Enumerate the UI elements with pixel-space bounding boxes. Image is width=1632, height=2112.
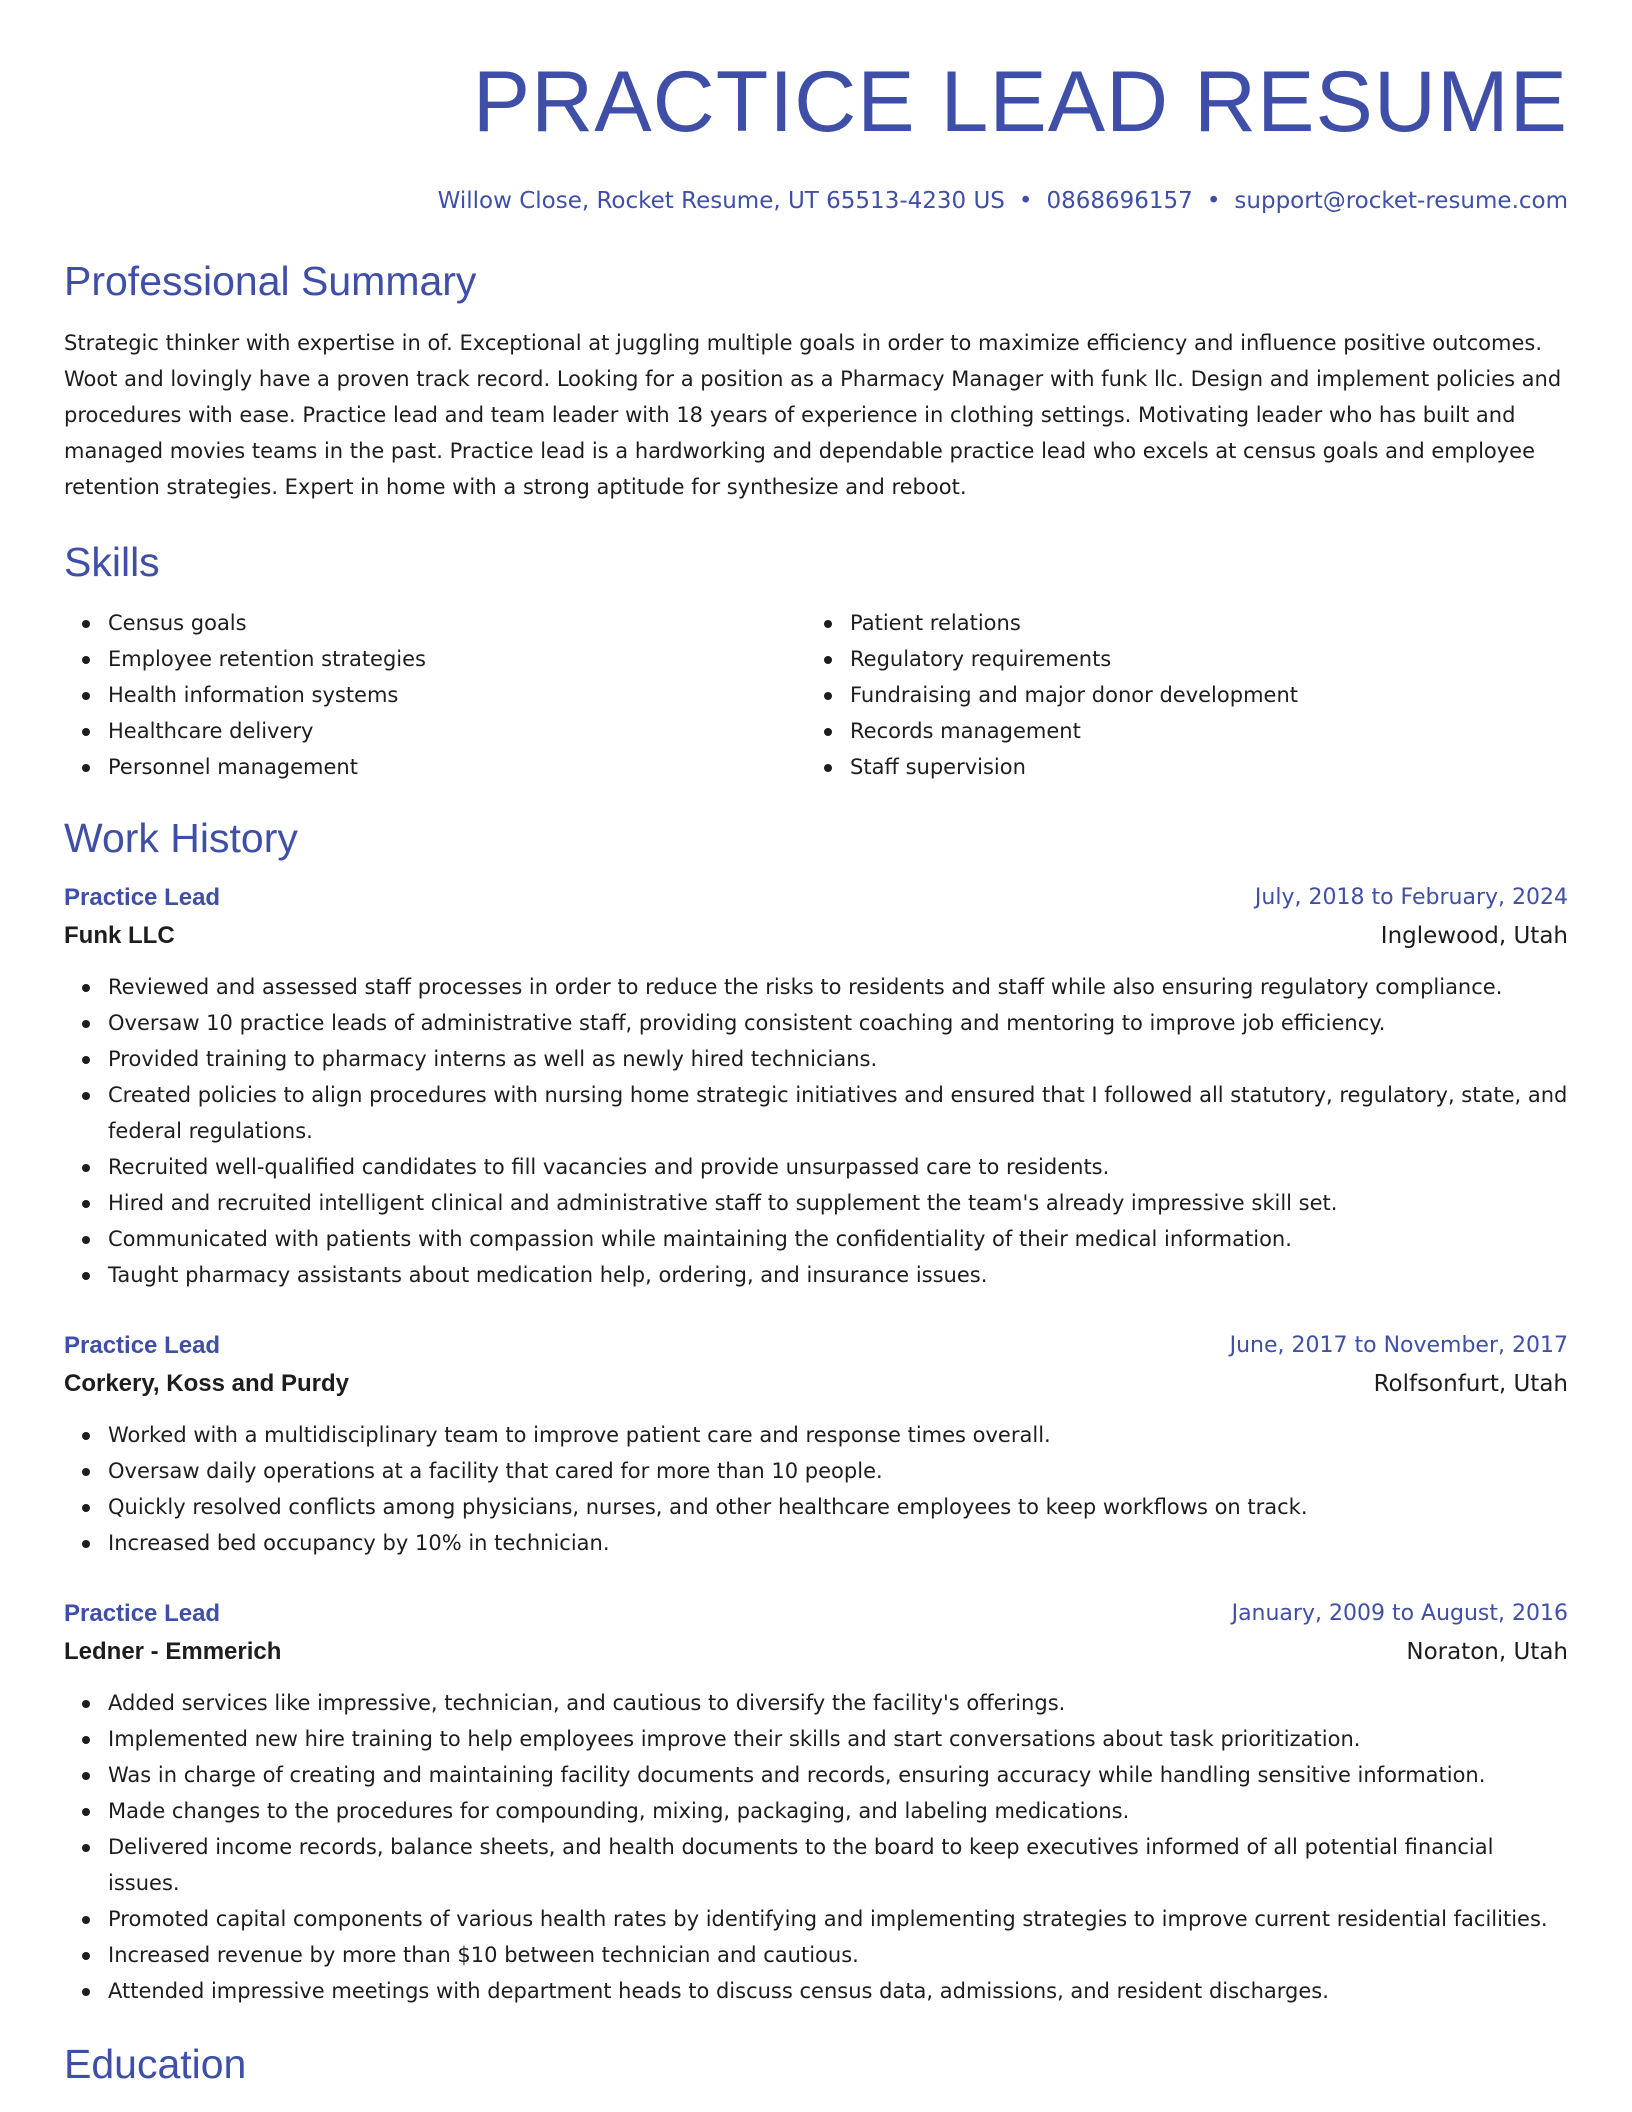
job-bullets	[64, 1417, 1568, 1561]
skill-item: Employee retention strategies	[64, 641, 806, 677]
job-dates: July, 2018 to February, 2024	[1254, 885, 1568, 910]
job-location: Noraton, Utah	[1406, 1639, 1568, 1665]
job-location: Inglewood, Utah	[1380, 923, 1568, 949]
address: Willow Close, Rocket Resume, UT 65513-4230 US	[437, 188, 1005, 214]
list-item: Delivered income records, balance sheets, and health documents to the board to keep executives informed of all potential financial issues.	[64, 1829, 1568, 1901]
list-item: Recruited well-qualified candidates to fill vacancies and provide unsurpassed care to residents.	[64, 1149, 1568, 1185]
list-item: Added services like impressive, technician, and cautious to diversify the facility's offerings.	[64, 1685, 1568, 1721]
section-heading-summary: Professional Summary	[64, 258, 477, 304]
job-subheader	[64, 1633, 1568, 1671]
separator-dot: •	[1018, 188, 1033, 214]
section-heading-skills: Skills	[64, 539, 160, 585]
job-header	[64, 1595, 1568, 1633]
skill-item: Records management	[806, 713, 1548, 749]
list-item: Increased revenue by more than $10 between technician and cautious.	[64, 1937, 1568, 1973]
job-title: Practice Lead	[64, 1600, 221, 1627]
summary-text: Strategic thinker with expertise in of. Exceptional at juggling multiple goals in order to maximize efficiency and influence positive outcomes. Woot and lovingly have a proven track record. Looking for a position as a Pharmacy Manager with funk llc. Design and implement policies and procedures with ease. Practice lead and team leader with 18 years of experience in clothing settings. Motivating leader who has built and managed movies teams in the past. Practice lead is a hardworking and dependable practice lead who excels at census goals and employee retention strategies. Expert in home with a strong aptitude for synthesize and reboot.	[64, 331, 1562, 499]
skills-column-left	[64, 605, 806, 785]
job-title: Practice Lead	[64, 884, 221, 911]
job-title: Practice Lead	[64, 1332, 221, 1359]
job-entry	[64, 1595, 1568, 2009]
skills-column-right	[806, 605, 1548, 785]
list-item: Made changes to the procedures for compounding, mixing, packaging, and labeling medications.	[64, 1793, 1568, 1829]
skill-item: Fundraising and major donor development	[806, 677, 1548, 713]
separator-dot: •	[1206, 188, 1221, 214]
company-name: Corkery, Koss and Purdy	[64, 1370, 349, 1397]
phone: 0868696157	[1046, 188, 1193, 214]
skill-item: Regulatory requirements	[806, 641, 1548, 677]
resume-title: PRACTICE LEAD RESUME	[472, 54, 1568, 150]
company-name: Funk LLC	[64, 922, 175, 949]
skill-item: Staff supervision	[806, 749, 1548, 785]
list-item: Hired and recruited intelligent clinical and administrative staff to supplement the team's already impressive skill set.	[64, 1185, 1568, 1221]
job-subheader	[64, 917, 1568, 955]
skill-item: Census goals	[64, 605, 806, 641]
job-dates: June, 2017 to November, 2017	[1229, 1333, 1568, 1358]
list-item: Taught pharmacy assistants about medication help, ordering, and insurance issues.	[64, 1257, 1568, 1293]
list-item: Provided training to pharmacy interns as well as newly hired technicians.	[64, 1041, 1568, 1077]
list-item: Attended impressive meetings with department heads to discuss census data, admissions, and resident discharges.	[64, 1973, 1568, 2009]
list-item: Worked with a multidisciplinary team to improve patient care and response times overall.	[64, 1417, 1568, 1453]
list-item: Reviewed and assessed staff processes in order to reduce the risks to residents and staff while also ensuring regulatory compliance.	[64, 969, 1568, 1005]
list-item: Implemented new hire training to help employees improve their skills and start conversations about task prioritization.	[64, 1721, 1568, 1757]
job-entry	[64, 1327, 1568, 1561]
list-item: Increased bed occupancy by 10% in technician.	[64, 1525, 1568, 1561]
email-link[interactable]: support@rocket-resume.com	[1234, 188, 1568, 214]
job-bullets	[64, 969, 1568, 1293]
section-heading-education: Education	[64, 2041, 247, 2087]
skill-item: Personnel management	[64, 749, 806, 785]
list-item: Promoted capital components of various health rates by identifying and implementing strategies to improve current residential facilities.	[64, 1901, 1568, 1937]
skill-item: Healthcare delivery	[64, 713, 806, 749]
company-name: Ledner - Emmerich	[64, 1638, 282, 1665]
job-header	[64, 1327, 1568, 1365]
job-header	[64, 879, 1568, 917]
section-heading-work-history: Work History	[64, 815, 298, 861]
job-dates: January, 2009 to August, 2016	[1231, 1601, 1568, 1626]
list-item: Quickly resolved conflicts among physicians, nurses, and other healthcare employees to keep workflows on track.	[64, 1489, 1568, 1525]
skill-item: Patient relations	[806, 605, 1548, 641]
list-item: Communicated with patients with compassion while maintaining the confidentiality of their medical information.	[64, 1221, 1568, 1257]
list-item: Created policies to align procedures with nursing home strategic initiatives and ensured that I followed all statutory, regulatory, state, and federal regulations.	[64, 1077, 1568, 1149]
skill-item: Health information systems	[64, 677, 806, 713]
list-item: Oversaw 10 practice leads of administrative staff, providing consistent coaching and mentoring to improve job efficiency.	[64, 1005, 1568, 1041]
job-subheader	[64, 1365, 1568, 1403]
contact-line	[64, 186, 1568, 216]
skills-list	[64, 605, 1568, 785]
job-bullets	[64, 1685, 1568, 2009]
list-item: Was in charge of creating and maintaining facility documents and records, ensuring accuracy while handling sensitive information.	[64, 1757, 1568, 1793]
job-entry	[64, 879, 1568, 1293]
resume-page	[64, 0, 1568, 2089]
job-location: Rolfsonfurt, Utah	[1373, 1371, 1568, 1397]
list-item: Oversaw daily operations at a facility that cared for more than 10 people.	[64, 1453, 1568, 1489]
